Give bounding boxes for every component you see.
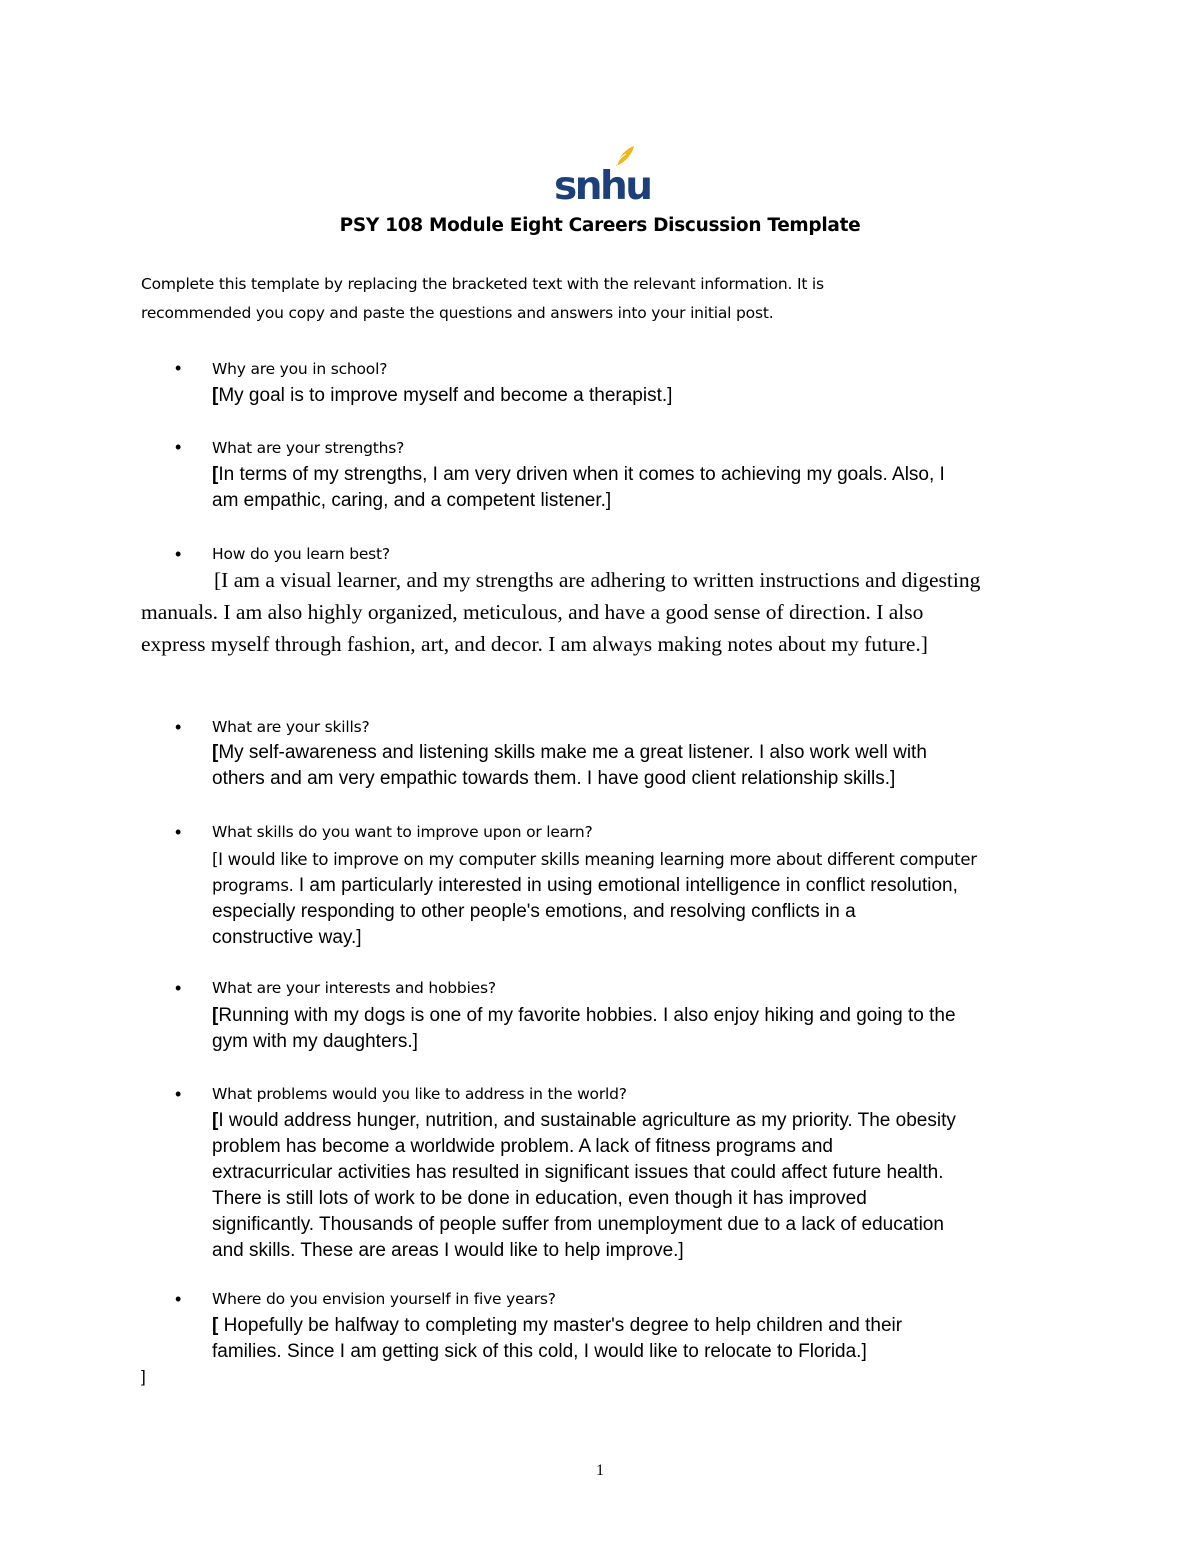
question-strengths: What are your strengths? xyxy=(212,439,405,457)
page-number: 1 xyxy=(596,1462,604,1479)
bullet-icon: • xyxy=(175,978,182,998)
question-interests: What are your interests and hobbies? xyxy=(212,979,496,997)
bullet-icon: • xyxy=(175,437,182,457)
bullet-icon: • xyxy=(175,1289,182,1309)
intro-line: Complete this template by replacing the bracketed text with the relevant information. It is xyxy=(141,275,824,293)
intro-paragraph xyxy=(141,270,1081,328)
question-five-years: Where do you envision yourself in five years? xyxy=(212,1290,556,1308)
answer-world-problems: [I would address hunger, nutrition, and sustainable agriculture as my priority. The obesity problem has become a worldwide problem. A lack of fitness programs and extracurricular activities has resulted in significant issues that could affect future health. There is still lots of work to be done in education, even though it has improved significantly. Thousands of people suffer from unemployment due to a lack of education and skills. These are areas I would like to help improve.] xyxy=(212,1110,956,1261)
page-title: PSY 108 Module Eight Careers Discussion Template xyxy=(339,215,861,236)
question-skills: What are your skills? xyxy=(212,718,370,736)
bullet-icon: • xyxy=(175,717,182,737)
bracket-open: [ xyxy=(212,1110,219,1131)
answer-interests: [Running with my dogs is one of my favorite hobbies. I also enjoy hiking and going to the gym with my daughters.] xyxy=(212,1005,956,1052)
bracket-open: [ xyxy=(212,1315,219,1336)
question-improve-skills: What skills do you want to improve upon or learn? xyxy=(212,823,593,841)
bracket-open: [ xyxy=(212,464,219,485)
snhu-logo xyxy=(554,144,651,209)
answer-skills: [My self-awareness and listening skills make me a great listener. I also work well with others and am very empathic towards them. I have good client relationship skills.] xyxy=(212,742,927,789)
question-why-school: Why are you in school? xyxy=(212,360,388,378)
intro-line: recommended you copy and paste the questions and answers into your initial post. xyxy=(141,304,774,322)
question-world-problems: What problems would you like to address in the world? xyxy=(212,1085,627,1103)
answer-learn-best: [I am a visual learner, and my strengths are adhering to written instructions and digesting manuals. I am also highly organized, meticulous, and have a good sense of direction. I also express myself through fashion, art, and decor. I am always making notes about my future.] xyxy=(141,568,981,656)
answer-strengths: [In terms of my strengths, I am very driven when it comes to achieving my goals. Also, I am empathic, caring, and a competent listener.] xyxy=(212,464,945,511)
bullet-icon: • xyxy=(175,822,182,842)
bracket-open: [ xyxy=(212,742,219,763)
bracket-open: [ xyxy=(212,1005,219,1026)
answer-improve-skills: [I would like to improve on my computer skills meaning learning more about different computer programs. I am particularly interested in using emotional intelligence in conflict resolution, especially responding to other people's emotions, and resolving conflicts in a constructive way.] xyxy=(212,850,977,948)
answer-why-school: [My goal is to improve myself and become a therapist.] xyxy=(212,385,673,406)
bracket-open: [ xyxy=(212,385,219,406)
bullet-icon: • xyxy=(175,544,182,564)
answer-five-years: [ Hopefully be halfway to completing my master's degree to help children and their families. Since I am getting sick of this cold, I would like to relocate to Florida.] xyxy=(212,1315,903,1362)
bullet-icon: • xyxy=(175,358,182,378)
svg-text:snhu: snhu xyxy=(554,164,651,209)
bullet-icon: • xyxy=(175,1084,182,1104)
stray-bracket: ] xyxy=(141,1367,146,1386)
question-learn-best: How do you learn best? xyxy=(212,545,390,563)
